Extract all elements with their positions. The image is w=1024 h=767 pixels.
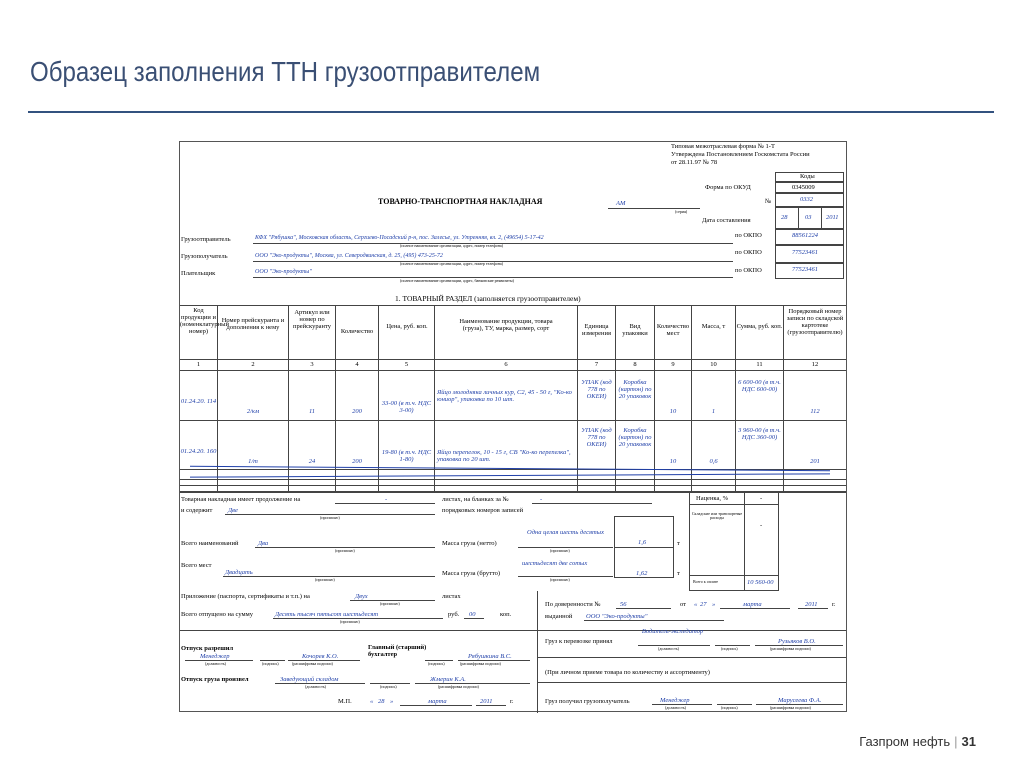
table-row-1-code: 01.24.20. 114 [180,398,217,405]
permitted-label: Отпуск разрешил [181,645,234,652]
markup-value: - [760,495,763,502]
sign-month: марта [428,698,447,705]
table-row-1-sum: 6 600-00 (в т.ч. НДС 600-00) [738,379,781,394]
consignee-okpo-label: по ОКПО [735,249,762,256]
released-by-name-caption: (расшифровка подписи) [438,684,479,689]
slide-title: Образец заполнения ТТН грузоотправителем [30,56,541,87]
charges-box [689,491,779,591]
contains-caption: (прописью) [320,515,340,520]
table-row-1-record: 112 [810,408,820,415]
payer-label: Плательщик [181,270,216,277]
chief-label: Главный (старший) бухгалтер [368,644,427,659]
series-value: АМ [616,200,626,207]
poa-number: 56 [620,601,627,608]
okud-label: Форма по ОКУД [705,184,751,191]
permitted-position-caption: (должность) [205,661,226,666]
permitted-position: Менеджер [200,653,230,660]
consignee-okpo: 77523461 [792,249,818,256]
names-value: Два [258,540,269,547]
gross-unit: т [677,570,680,577]
released-by-signature-caption: (подпись) [380,684,397,689]
blanks-value: - [540,496,543,503]
col-header-4: Количество [340,328,374,335]
table-row-1-pack: Коробка (картон) по 20 упаковок [618,379,652,401]
poa-day: « [694,601,698,608]
page-number: 31 [961,734,976,749]
sheets-label: листах, на бланках за № [442,496,509,503]
permitted-name: Кочорев К.О. [302,653,339,660]
total-label: Всего к оплате [693,579,719,584]
shipper-okpo: 88561224 [792,232,818,239]
table-row-2-name: Яйцо перепелок, 10 - 15 г, СВ "Ко-ко перепелка", упаковка по 20 шт. [437,449,571,464]
title-divider [28,111,994,113]
col-header-5: Цена, руб. коп. [386,323,428,330]
col-header-10: Масса, т [701,323,726,330]
chief-name-caption: (расшифровка подписи) [460,661,501,666]
col-number-2: 2 [251,361,255,368]
poa-year-suffix: г. [832,601,836,608]
issued-label: выданной [545,613,573,620]
table-row-1-name: Яйцо молодняка личных кур, С2, 45 - 50 г, "Ко-ко юниор", упаковка по 10 шт. [437,389,572,404]
shipper-okpo-label: по ОКПО [735,232,762,239]
accepted-name: Рузьяков В.О. [778,638,816,645]
attach-value: Двух [355,593,368,600]
col-number-5: 5 [404,361,409,368]
table-row-2-record: 201 [810,458,820,465]
permitted-signature-caption: (подпись) [262,661,279,666]
col-header-1: Код продукции и (номенклатурный номер) [180,307,229,336]
section-title: 1. ТОВАРНЫЙ РАЗДЕЛ (заполняется грузоотправителем) [395,294,581,303]
sign-date-close: » [390,698,394,705]
consignee-value: ООО "Эко-продукты", Москва, ул. Северодвинская, д. 25, (495) 473-25-72 [255,253,443,259]
col-header-7: Единица измерения [581,323,612,338]
poa-year: 2011 [805,601,818,608]
poa-month: марта [743,601,762,608]
issued-value: ООО "Эко-продукты" [586,613,648,620]
rub-label: руб. [448,611,460,618]
col-number-6: 6 [504,361,508,368]
kop-value: 00 [469,611,476,618]
sign-date-open: « [370,698,374,705]
date-day: 28 [781,214,788,221]
attach-sheets-label: листах [442,593,461,600]
date-label: Дата составления [702,217,751,224]
col-number-7: 7 [594,361,599,368]
table-row-2-qty: 200 [352,458,362,465]
received-name-caption: (расшифровка подписи) [770,705,811,710]
gross-caption: (прописью) [550,577,570,582]
table-row-2-pack: Коробка (картон) по 20 упаковок [618,427,652,449]
col-header-9: Количество мест [656,323,690,338]
names-caption: (прописью) [335,548,355,553]
warehouse-value: - [760,522,763,529]
codes-label: Коды [800,173,815,180]
shipper-label: Грузоотправитель [181,236,231,243]
form-header-line-1: Типовая межотраслевая форма № 1-Т [671,143,775,150]
table-row-1-qty: 200 [352,408,362,415]
col-number-10: 10 [710,361,717,368]
slide-footer [859,734,976,749]
net-label: Масса груза (нетто) [442,540,497,547]
col-number-11: 11 [756,361,763,368]
total-value: 10 560-00 [747,579,774,586]
released-value: Десять тысяч пятьсот шестьдесят [275,611,379,618]
consignee-label: Грузополучатель [181,253,228,260]
payer-value: ООО "Эко-продукты" [255,269,312,275]
col-number-3: 3 [310,361,314,368]
accepted-position: Водитель-экспедитор [641,628,704,635]
markup-label: Наценка, % [696,495,729,502]
col-header-12: Порядковый номер записи по складской картотеке (грузоотправителю) [786,308,844,337]
table-row-1-article: 11 [308,408,316,415]
released-label: Всего отпущено на сумму [181,611,253,618]
shipper-value: КФХ "Рябушка", Московская область, Сергиево-Посадский р-н, пос. Залесье, ул. Утренняя, вл. 2, (49654) 5-17-42 [255,235,544,241]
released-by-label: Отпуск груза произвел [181,676,249,683]
received-label: Груз получил грузополучатель [545,698,630,705]
net-unit: т [677,540,680,547]
table-row-2-unit: УПАК (код 778 по ОКЕИ) [581,427,612,449]
footer-brand: Газпром нефть [859,734,951,749]
places-value: Двадцать [225,569,253,576]
accepted-signature-caption: (подпись) [721,646,738,651]
gross-value: 1,62 [636,570,648,577]
table-row-2-price: 19-80 (в т.ч. НДС 1-80) [381,449,432,464]
accepted-position-caption: (должность) [658,646,679,651]
chief-signature-caption: (подпись) [428,661,445,666]
col-header-6: Наименование продукции, товара (груза), ТУ, марка, размер, сорт [459,318,553,333]
names-label: Всего наименований [181,540,239,547]
warehouse-label: Складские или транспортные расходы [691,511,743,521]
sign-year: 2011 [480,698,493,705]
places-caption: (прописью) [315,577,335,582]
remark: (При личном приеме товара по количеству и ассортименту) [545,669,710,676]
table-row-1-mass: 1 [711,408,716,415]
payer-okpo-label: по ОКПО [735,267,762,274]
col-header-2: Номер прейскуранта и дополнения к нему [221,317,285,332]
form-header-line-3: от 28.11.97 № 78 [671,159,718,166]
permitted-name-caption: (расшифровка подписи) [292,661,333,666]
number-sign: № [765,198,772,205]
strike-line-2 [190,473,830,477]
doc-number: 0332 [800,196,813,203]
date-year: 2011 [826,214,839,221]
appendix-label: Товарная накладная имеет продолжение на [181,496,301,503]
mp-label: М.П. [338,698,352,705]
col-number-8: 8 [633,361,637,368]
consignee-caption: (полное наименование организации, адрес, номер телефона) [400,261,504,266]
sign-year-suffix: г. [510,698,514,705]
from-label: от [680,601,687,608]
table-row-2-pricelist: 1/т [248,458,258,465]
table-row-1-places: 10 [669,408,677,415]
net-caption: (прописью) [550,548,570,553]
appendix-value: - [385,496,388,503]
table-row-2-code: 01.24.20. 160 [180,448,217,455]
gross-label: Масса груза (брутто) [442,570,501,577]
col-number-1: 1 [196,361,201,368]
attach-caption: (прописью) [380,601,400,606]
col-header-11: Сумма, руб. коп. [736,323,783,330]
received-position-caption: (должность) [665,705,686,710]
records-label: порядковых номеров записей [442,507,524,514]
poa-day-close: » [712,601,716,608]
released-by-position: Заведующий складом [280,676,339,683]
table-row-2-mass: 0,6 [709,458,718,465]
places-label: Всего мест [181,562,212,569]
kop-label: коп. [500,611,512,618]
released-by-position-caption: (должность) [305,684,326,689]
footer-separator: | [954,734,958,749]
col-header-8: Вид упаковки [622,323,648,338]
shipper-caption: (полное наименование организации, адрес, номер телефона) [400,243,504,248]
date-month: 03 [805,214,812,221]
gross-words: шестьдесят две сотых [522,560,588,567]
doc-title: ТОВАРНО-ТРАНСПОРТНАЯ НАКЛАДНАЯ [378,197,543,206]
payer-okpo: 77523461 [792,266,818,273]
col-number-4: 4 [355,361,359,368]
released-caption: (прописью) [340,619,360,624]
contains-label: и содержит [181,507,213,514]
received-signature-caption: (подпись) [721,705,738,710]
col-number-12: 12 [811,361,819,368]
chief-name: Рябушкина В.С. [468,653,512,660]
table-row-1-price: 33-00 (в т.ч. НДС 3-00) [381,400,432,415]
sign-day: 28 [378,698,385,705]
payer-caption: (полное наименование организации, адрес, банковские реквизиты) [400,278,514,283]
table-row-2-sum: 3 960-00 (в т.ч. НДС 360-00) [738,427,781,442]
series-caption: (серия) [675,209,688,214]
net-value: 1,6 [638,539,647,546]
col-number-9: 9 [671,361,675,368]
contains-value: Две [228,507,238,514]
form-header-line-2: Утверждена Постановлением Госкомстата России [671,151,810,158]
table-row-1-unit: УПАК (код 778 по ОКЕИ) [581,379,612,401]
table-row-2-places: 10 [669,458,677,465]
poa-day-value: 27 [700,601,707,608]
table-row-1-pricelist: 2/км [246,408,260,415]
accepted-label: Груз к перевозке принял [545,638,613,645]
okud-value: 0345009 [792,184,815,191]
waybill-form [179,141,847,712]
accepted-name-caption: (расшифровка подписи) [770,646,811,651]
attach-label: Приложение (паспорта, сертификаты и т.п.) на [181,593,310,600]
received-name: Марусеева Ф.А. [778,697,822,704]
col-header-3: Артикул или номер по прейскуранту [293,309,331,331]
released-by-name: Жмерин К.А. [430,676,466,683]
table-row-2-article: 24 [308,458,316,465]
net-words: Одна целая шесть десятых [527,529,604,536]
received-position: Менеджер [660,697,690,704]
poa-label: По доверенности № [545,601,601,608]
